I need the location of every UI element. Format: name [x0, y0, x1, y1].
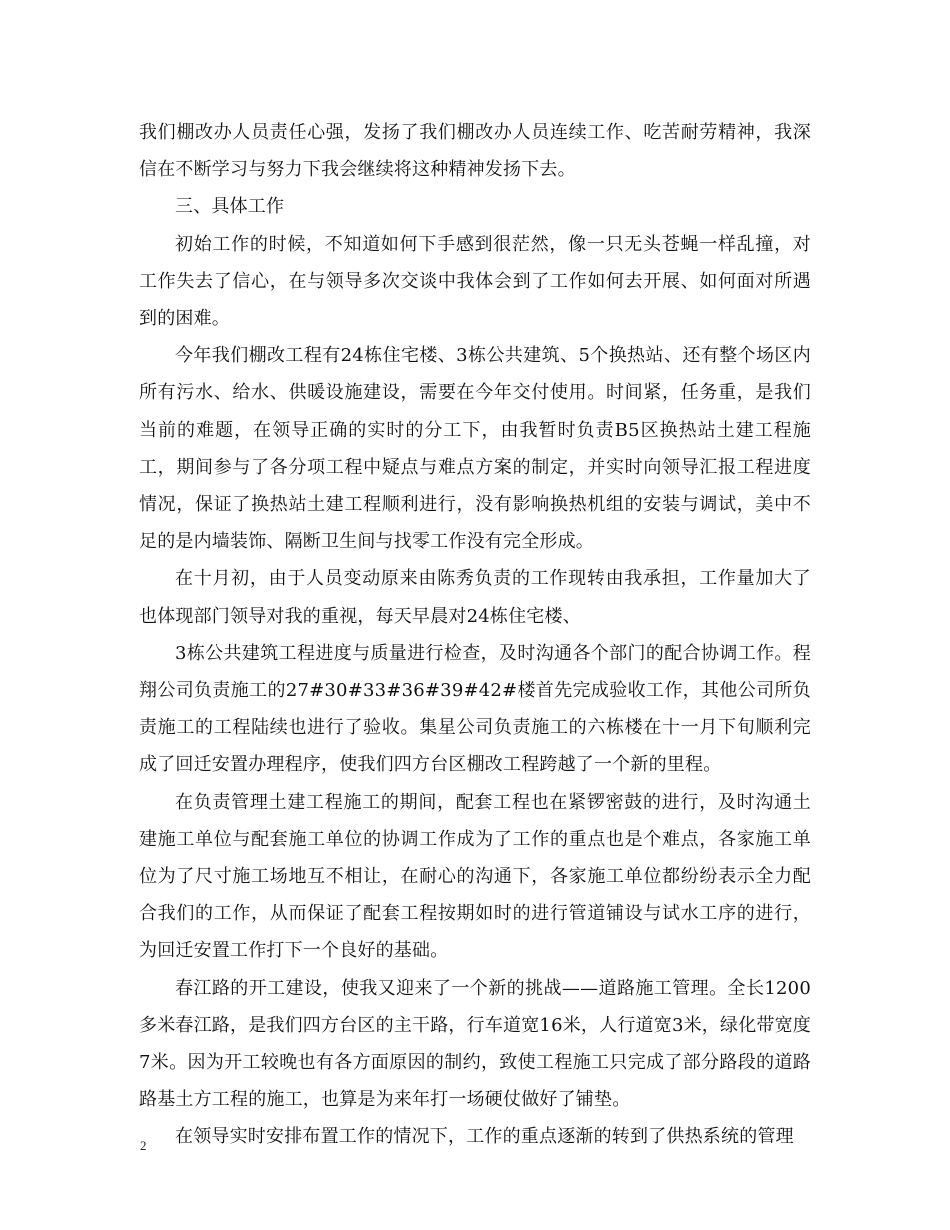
paragraph-5: 在十月初，由于人员变动原来由陈秀负责的工作现转由我承担，工作量加大了也体现部门领导对我的重视，每天早晨对24栋住宅楼、	[139, 568, 811, 627]
document-body	[139, 114, 811, 1156]
page-number: 2	[140, 1138, 147, 1153]
paragraph-3: 初始工作的时候，不知道如何下手感到很茫然，像一只无头苍蝇一样乱撞，对工作失去了信心，在与领导多次交谈中我体会到了工作如何去开展、如何面对所遇到的困难。	[139, 233, 811, 330]
paragraph-4: 今年我们棚改工程有24栋住宅楼、3栋公共建筑、5个换热站、还有整个场区内所有污水、给水、供暖设施建设，需要在今年交付使用。时间紧，任务重，是我们当前的难题，在领导正确的实时的分工下，由我暂时负责B5区换热站土建工程施工，期间参与了各分项工程中疑点与难点方案的制定，并实时向领导汇报工程进度情况，保证了换热站土建工程顺利进行，没有影响换热机组的安装与调试，美中不足的是内墙装饰、隔断卫生间与找零工作没有完全形成。	[139, 345, 811, 553]
section-heading: 三、具体工作	[175, 196, 285, 218]
paragraph-6: 3栋公共建筑工程进度与质量进行检查，及时沟通各个部门的配合协调工作。程翔公司负责施工的27#30#33#36#39#42#楼首先完成验收工作，其他公司所负责施工的工程陆续也进行了验收。集星公司负责施工的六栋楼在十一月下旬顺利完成了回迁安置办理程序，使我们四方台区棚改工程跨越了一个新的里程。	[139, 642, 811, 776]
paragraph-1: 我们棚改办人员责任心强，发扬了我们棚改办人员连续工作、吃苦耐劳精神，我深信在不断学习与努力下我会继续将这种精神发扬下去。	[139, 122, 811, 181]
paragraph-8: 春江路的开工建设，使我又迎来了一个新的挑战——道路施工管理。全长1200多米春江路，是我们四方台区的主干路，行车道宽16米，人行道宽3米，绿化带宽度7米。因为开工较晚也有各方面原因的制约，致使工程施工只完成了部分路段的道路路基土方工程的施工，也算是为来年打一场硬仗做好了铺垫。	[139, 977, 811, 1111]
paragraph-7: 在负责管理土建工程施工的期间，配套工程也在紧锣密鼓的进行，及时沟通土建施工单位与配套施工单位的协调工作成为了工作的重点也是个难点，各家施工单位为了尺寸施工场地互不相让，在耐心的沟通下，各家施工单位都纷纷表示全力配合我们的工作，从而保证了配套工程按期如时的进行管道铺设与试水工序的进行，为回迁安置工作打下一个良好的基础。	[139, 791, 811, 962]
paragraph-9: 在领导实时安排布置工作的情况下，工作的重点逐渐的转到了供热系统的管理	[175, 1126, 794, 1148]
